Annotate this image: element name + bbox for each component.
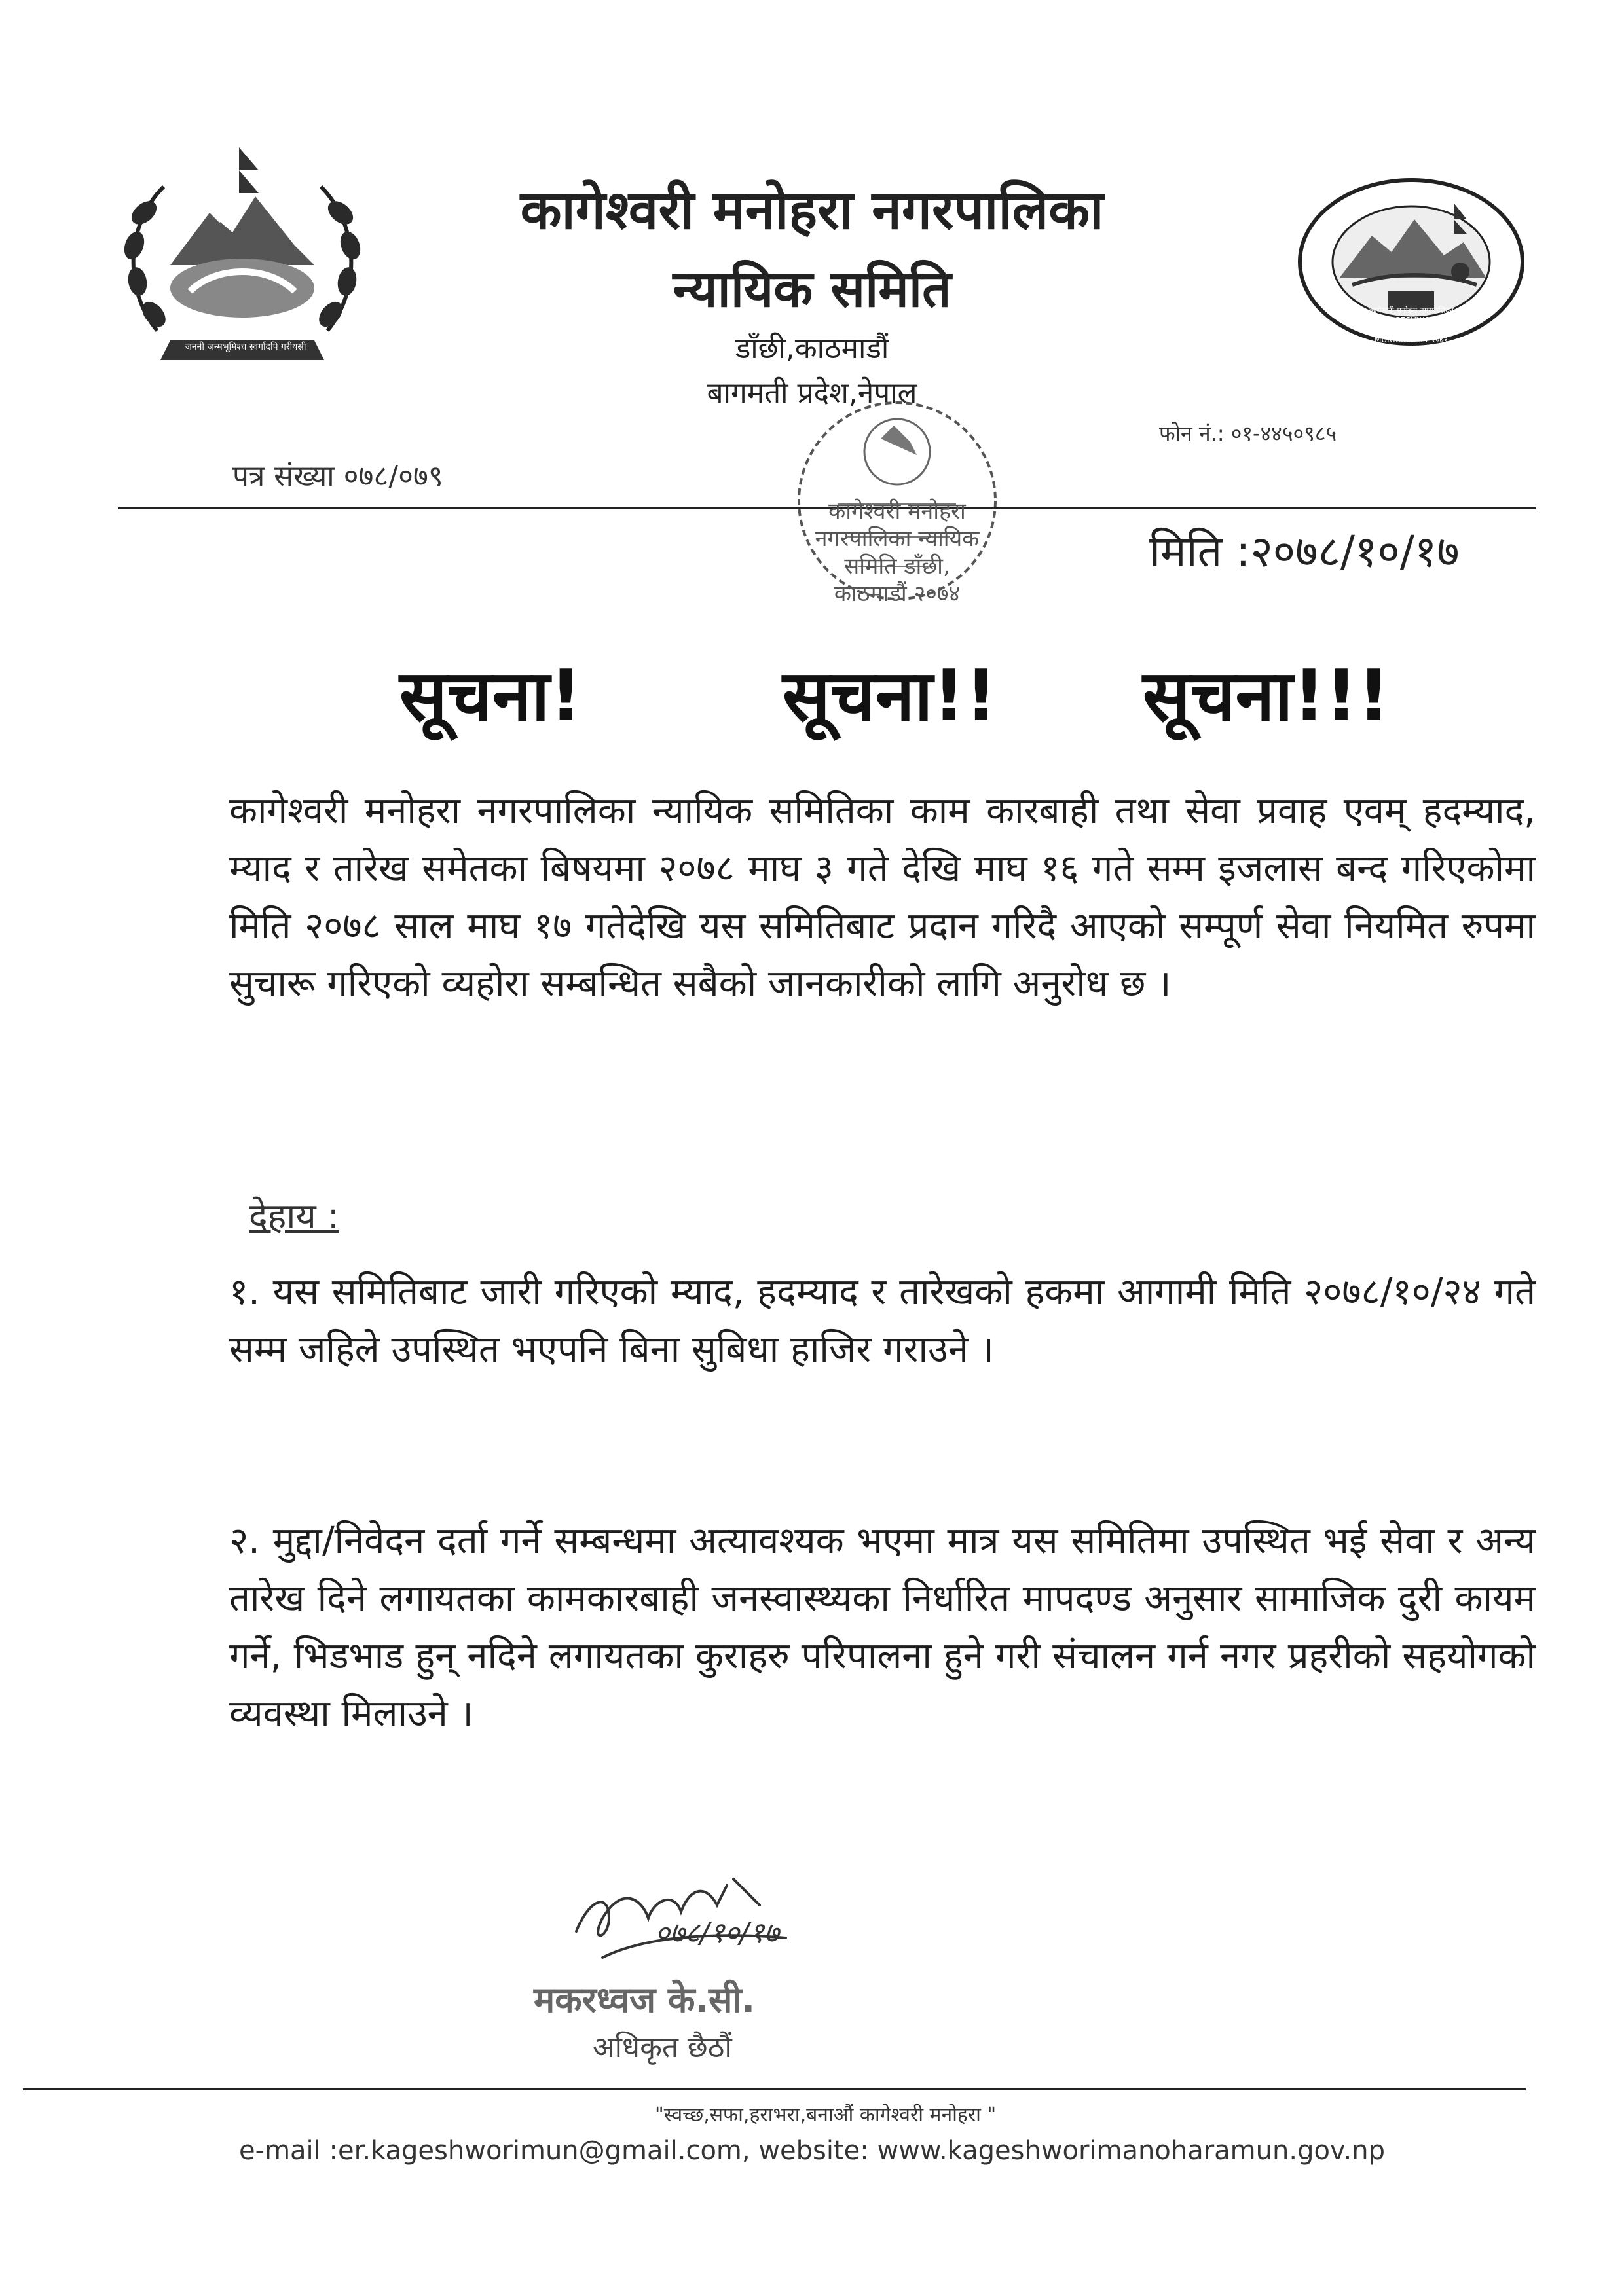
point-1: १. यस समितिबाट जारी गरिएको म्याद, हदम्याद र तारेखको हकमा आगामी मिति २०७८/१०/२४ गते सम्म जहिले उपस्थित भएपनि बिना सुबिधा हाजिर गराउने । xyxy=(229,1271,1536,1371)
emblem-motto: जननी जन्मभूमिश्च स्वर्गादपि गरीयसी xyxy=(185,342,306,352)
letter-number: पत्र संख्या ०७८/०७९ xyxy=(232,460,443,493)
phone-number: फोन नं.: ०१-४४५०९८५ xyxy=(1159,421,1337,446)
main-paragraph: कागेश्वरी मनोहरा नगरपालिका न्यायिक समितिका काम कारबाही तथा सेवा प्रवाह एवम् हदम्याद, म्याद र तारेख समेतका बिषयमा २०७८ माघ ३ गते देखि माघ १६ गते सम्म इजलास बन्द गरिएकोमा मिति २०७८ साल माघ १७ गतेदेखि यस समितिबाट प्रदान गरिदै आएको सम्पूर्ण सेवा नियमित रुपमा सुचारू गरिएको व्यहोरा सम्बन्धित सबैको जानकारीको लागि अनुरोध छ । xyxy=(229,790,1536,1005)
municipality-title: कागेश्वरी मनोहरा नगरपालिका xyxy=(520,179,1104,242)
document-date: मिति :२०७८/१०/१७ xyxy=(1149,526,1460,577)
notice-label-1: सूचना! xyxy=(399,655,582,737)
notice-label-3: सूचना!!! xyxy=(1143,655,1390,737)
footer-slogan: "स्वच्छ,सफा,हराभरा,बनाऔं कागेश्वरी मनोहरा " xyxy=(655,2104,997,2126)
stamp-text: कागेश्वरी मनोहरा नगरपालिका न्यायिक समिति डाँछी, काठमाडौं २०७४ xyxy=(815,498,980,607)
address-line-2: बागमती प्रदेश,नेपाल xyxy=(707,376,917,410)
signatory-name: मकरध्वज के.सी. xyxy=(534,1979,756,2020)
municipality-logo-text: कागेश्वरी मनोहरा नगरपालिका KAGESHWORI MANOHARA MUNICIPALITY २०७१ xyxy=(1369,306,1454,344)
footer-divider xyxy=(23,2088,1526,2090)
signature-date: ०७८/१०/१७ xyxy=(655,1916,779,1950)
address-line-1: डाँछी,काठमाडौं xyxy=(735,332,889,365)
signatory-title: अधिकृत छैठौं xyxy=(593,2031,732,2064)
point-2: २. मुद्दा/निवेदन दर्ता गर्ने सम्बन्धमा अत्यावश्यक भएमा मात्र यस समितिमा उपस्थित भई सेवा र अन्य तारेख दिने लगायतका कामकारबाही जनस्वास्थ्यका निर्धारित मापदण्ड अनुसार सामाजिक दुरी कायम गर्ने, भिडभाड हुन् नदिने लगायतका कुराहरु परिपालना हुने गरी संचालन गर्न नगर प्रहरीको सहयोगको व्यवस्था मिलाउने । xyxy=(229,1520,1536,1735)
notice-label-2: सूचना!! xyxy=(783,655,998,737)
committee-title: न्यायिक समिति xyxy=(673,260,951,319)
footer-contact: e-mail :er.kageshworimun@gmail.com, website: www.kageshworimanoharamun.gov.np xyxy=(239,2136,1385,2166)
section-heading: देहाय : xyxy=(249,1195,340,1237)
